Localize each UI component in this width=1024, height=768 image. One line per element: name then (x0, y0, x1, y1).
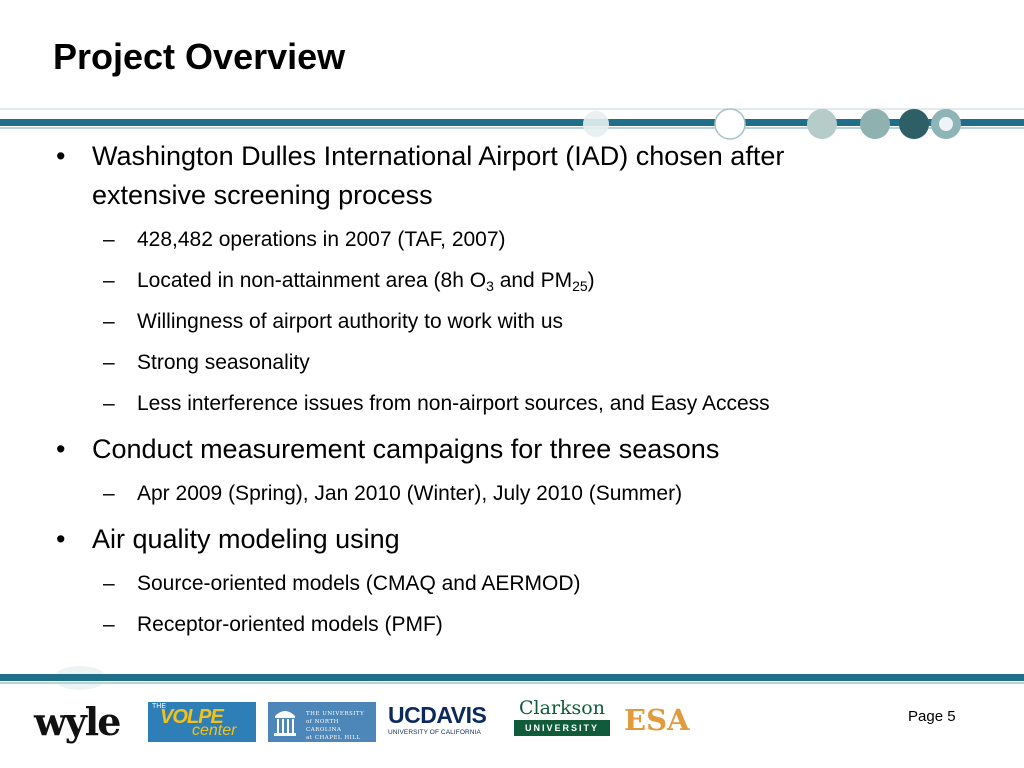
unc-line1: THE UNIVERSITY (306, 711, 365, 717)
bullet-3 (56, 520, 952, 559)
header-circle-end-highlight (939, 117, 953, 131)
footer-teal-stripe (0, 674, 1024, 681)
bullet-1-line1: Washington Dulles International Airport (IAD) chosen after (92, 141, 785, 171)
clarkson-top: Clarkson (519, 697, 605, 719)
sub-bullet-dash: – (103, 613, 115, 636)
sub-bullet-dash: – (103, 351, 115, 374)
volpe-logo-text: VOLPE (160, 706, 223, 728)
esa-logo-text: ESA (624, 703, 690, 737)
bullet-dot: • (56, 524, 66, 554)
footer-light-stripe (0, 682, 1024, 684)
sub-bullet-dash: – (103, 482, 115, 505)
unc-old-well-icon (270, 702, 300, 742)
subscript-pm25: 25 (572, 278, 588, 294)
ucdavis-davis: DAVIS (420, 702, 487, 728)
sub-bullet-text-pre: Located in non-attainment area (8h O (137, 269, 487, 292)
unc-line2: of NORTH CAROLINA (306, 719, 342, 733)
sub-bullet-text: Willingness of airport authority to work with us (137, 310, 563, 333)
bullet-1-line2: extensive screening process (92, 180, 433, 210)
bullet-2-line1: Conduct measurement campaigns for three seasons (92, 434, 720, 464)
sub-bullet-dash: – (103, 392, 115, 415)
ucdavis-sub: UNIVERSITY OF CALIFORNIA (388, 729, 481, 736)
bullet-dot: • (56, 141, 66, 171)
bullet-2 (56, 430, 952, 469)
bullet-3-line1: Air quality modeling using (92, 524, 400, 554)
sub-bullet-2-1 (103, 480, 957, 508)
sub-bullet-text-mid: and PM (493, 269, 573, 292)
slide-title: Project Overview (53, 36, 346, 77)
volpe-logo (148, 702, 256, 742)
header-circle-faint (583, 111, 609, 137)
sub-bullet-text: Apr 2009 (Spring), Jan 2010 (Winter), July 2010 (Summer) (137, 482, 683, 505)
header-circle-light (807, 109, 837, 139)
sub-bullet-1-5 (103, 390, 957, 418)
bullet-1 (56, 137, 952, 215)
page-number: Page 5 (908, 708, 956, 725)
unc-logo-text (306, 710, 376, 742)
sub-bullet-dash: – (103, 269, 115, 292)
sub-bullet-dash: – (103, 228, 115, 251)
volpe-logo-sub: center (192, 722, 237, 739)
header-circle-mid (860, 109, 890, 139)
sub-bullet-1-3 (103, 308, 957, 336)
unc-logo (268, 702, 376, 742)
volpe-logo-small: THE (152, 703, 166, 710)
sub-bullet-dash: – (103, 310, 115, 333)
clarkson-logo (514, 696, 610, 742)
esa-logo (624, 700, 696, 740)
sub-bullet-text: Less interference issues from non-airport sources, and Easy Access (137, 392, 770, 415)
sub-bullet-1-1 (103, 226, 957, 254)
subscript-o3: 3 (486, 278, 494, 294)
header-circle-outline (715, 109, 745, 139)
sub-bullet-text: Source-oriented models (CMAQ and AERMOD) (137, 572, 581, 595)
sub-bullet-1-4 (103, 349, 957, 377)
wyle-logo (34, 699, 139, 744)
sub-bullet-3-2 (103, 611, 957, 639)
sub-bullet-dash: – (103, 572, 115, 595)
bullet-dot: • (56, 434, 66, 464)
ucdavis-uc: UC (388, 702, 421, 728)
header-circle-dark (899, 109, 929, 139)
sub-bullet-3-1 (103, 570, 957, 598)
footer-logos (0, 690, 1024, 768)
unc-line3: at CHAPEL HILL (306, 735, 361, 741)
sub-bullet-1-2 (103, 267, 957, 295)
sub-bullet-text-post: ) (587, 269, 595, 292)
wyle-logo-text: wyle (34, 699, 120, 744)
footer-decorative-band (0, 660, 1024, 690)
clarkson-bottom: UNIVERSITY (514, 720, 610, 736)
ucdavis-logo (388, 702, 504, 742)
sub-bullet-text: 428,482 operations in 2007 (TAF, 2007) (137, 228, 506, 251)
sub-bullet-text: Strong seasonality (137, 351, 310, 374)
sub-bullet-text: Receptor-oriented models (PMF) (137, 613, 443, 636)
